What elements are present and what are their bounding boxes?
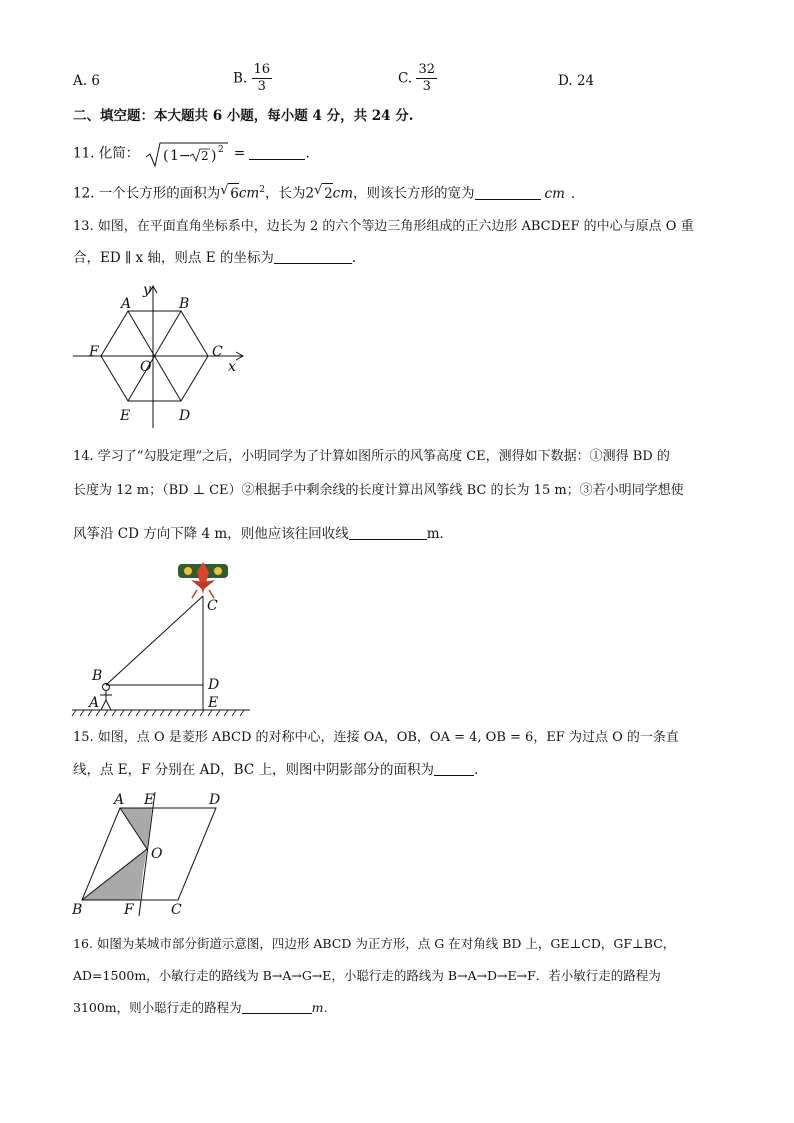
sqrt-expression: [144, 140, 230, 168]
svg-text:1−: 1−: [169, 148, 191, 164]
option-a: A. 6: [73, 73, 100, 89]
person-leg-left: [101, 700, 106, 710]
question-14-line-3: 风筝沿 CD 方向下降 4 m，则他应该往回收线 m．: [73, 526, 454, 542]
label-y: y: [143, 282, 151, 298]
label-b: B: [72, 902, 83, 918]
question-16-line-2: AD=1500m，小敏行走的路线为 B→A→G→E，小聪行走的路线为 B→A→D→E→F．若小敏行走的路程为: [73, 968, 661, 983]
label-d: D: [208, 677, 220, 693]
question-14-line-1: 14. 学习了“勾股定理”之后，小明同学为了计算如图所示的风筝高度 CE，测得如下数据：①测得 BD 的: [73, 449, 670, 464]
svg-text:2: 2: [217, 145, 224, 155]
label-c: C: [207, 598, 218, 614]
svg-text:(: (: [162, 148, 169, 164]
option-c: C. $\frac{32}{3}$: [398, 62, 435, 94]
label-x: x: [228, 359, 236, 375]
question-13-line-1: 13. 如图，在平面直角坐标系中，边长为 2 的六个等边三角形组成的正六边形 ABCDEF 的中心与原点 O 重: [73, 219, 694, 234]
option-d: D. 24: [558, 73, 595, 89]
label-o: O: [151, 846, 163, 862]
shaded-region-top: [120, 808, 152, 849]
question-12: 12. 一个长方形的面积为 √ $6cm^2$，长为2 √ 2cm，则该长方形的宽为 cm .: [73, 182, 576, 202]
label-a: A: [114, 792, 125, 808]
question-13-line-2: 合，ED ∥ x 轴，则点 E 的坐标为 .: [73, 250, 357, 266]
question-16-line-3: 3100m，则小聪行走的路程为 m.: [73, 1000, 328, 1015]
option-b: B. $\frac{16}{3}$: [233, 62, 271, 94]
rhombus-figure: [68, 788, 238, 920]
label-c: C: [171, 902, 182, 918]
question-15-line-2: 线，点 E，F 分别在 AD，BC 上，则图中阴影部分的面积为 .: [73, 762, 479, 778]
label-b: B: [92, 668, 103, 684]
label-e: E: [120, 408, 131, 424]
kite-icon: [178, 562, 228, 598]
svg-text:2: 2: [200, 149, 209, 163]
label-o: O: [140, 359, 152, 375]
person-leg-right: [106, 700, 111, 710]
label-f: F: [89, 344, 99, 360]
question-15-line-1: 15. 如图，点 O 是菱形 ABCD 的对称中心，连接 OA，OB，OA = 4, OB = 6，EF 为过点 O 的一条直: [73, 730, 679, 745]
question-16-line-1: 16. 如图为某城市部分街道示意图，四边形 ABCD 为正方形，点 G 在对角线 BD 上，GE⊥CD，GF⊥BC，: [73, 936, 676, 951]
section-heading: 二、填空题：本大题共 6 小题，每小题 4 分，共 24 分.: [73, 108, 414, 124]
label-f: F: [124, 902, 134, 918]
label-a: A: [121, 296, 132, 312]
kite-string-bc: [106, 596, 203, 685]
hexagon-figure: [68, 280, 253, 430]
svg-text:): ): [210, 148, 217, 164]
question-14-line-2: 长度为 12 m；（BD ⊥ CE）②根据手中剩余线的长度计算出风筝线 BC 的长为 15 m；③若小明同学想使: [73, 483, 684, 498]
label-e: E: [208, 695, 219, 711]
label-e: E: [144, 792, 155, 808]
label-a: A: [89, 695, 100, 711]
question-11: 11. 化简： ( 1− 2 ) 2 = .: [73, 140, 733, 168]
label-b: B: [179, 296, 190, 312]
label-d: D: [209, 792, 221, 808]
label-c: C: [212, 344, 223, 360]
kite-figure: [70, 560, 255, 720]
label-d: D: [179, 408, 191, 424]
